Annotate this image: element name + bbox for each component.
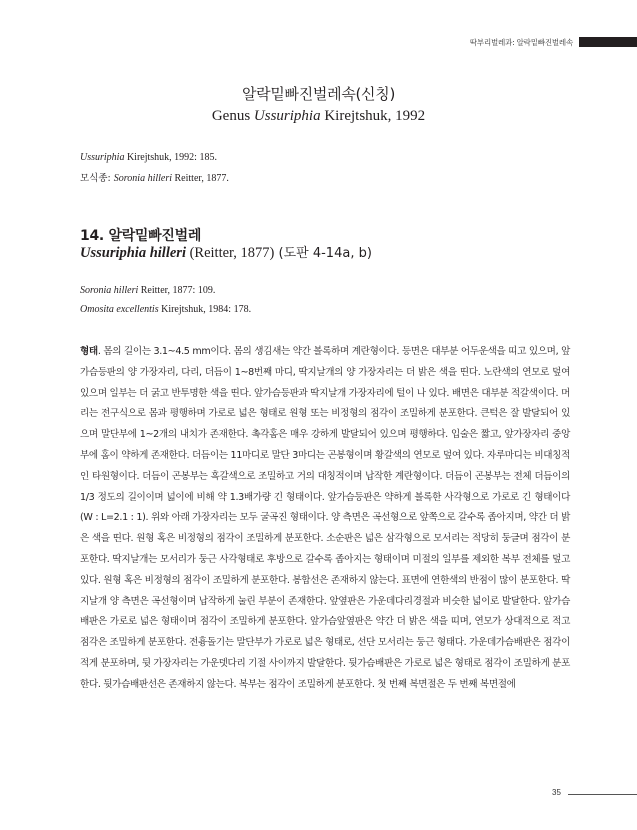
header-bar	[579, 37, 637, 47]
synonym-line	[80, 285, 215, 296]
type-species-name: Soronia hilleri	[113, 173, 173, 184]
genus-ref-citation: Kirejtshuk, 1992: 185.	[124, 152, 217, 163]
description-paragraph	[80, 342, 570, 696]
genus-ref-name: Ussuriphia	[80, 152, 125, 163]
synonym-citation: Kirejtshuk, 1984: 178.	[158, 304, 252, 315]
synonym-citation: Reitter, 1877: 109.	[138, 285, 216, 296]
species-heading-korean: 14. 알락밑빠진벌레	[80, 228, 202, 244]
synonym-name: Soronia hilleri	[80, 285, 139, 296]
genus-reference	[80, 152, 217, 163]
description-text: . 몸의 길이는 3.1~4.5 mm이다. 몸의 생김새는 약간 볼록하며 계란형이다. 등면은 대부분 어두운색을 띠고 있으며, 앞가슴등판의 양 가장자리, 다리, 더듬이 1~8번째 마디, 딱지날개의 양 가장자리는 더 밝은 색을 띤다. 노란색의 연모로 덮여 있으며 일부는 더 굵고 반투명한 색을 띤다. 앞가슴등판과 딱지날개 가장자리에 털이 나 있다. 배면은 대부분 적갈색이다. 머리는 전구식으로 몸과 평행하며 가로로 넓은 형태로 원형 또는 비정형의 점각이 조밀하게 분포한다. 큰턱은 잘 발달되어 있으며 말단부에 1~2개의 내치가 존재한다. 촉각홈은 매우 강하게 발달되어 있으며 평행하다. 입술은 짧고, 앞가장자리 중앙부에 홈이 약하게 존재한다. 더듬이는 11마디로 말단 3마디는 곤봉형이며 황갈색의 연모로 덮여 있다. 자루마디는 비대칭적인 타원형이다. 더듬이 곤봉부는 흑갈색으로 조밀하고 거의 대칭적이며 납작한 계란형이다. 더듬이 곤봉부는 전체 더듬이의 1/3 정도의 길이이며 넓이에 비해 약 1.3배가량 긴 형태이다. 앞가슴등판은 약하게 볼록한 사각형으로 가로로 긴 형태이다(W : L=2.1 : 1). 위와 아래 가장자리는 모두 굴곡진 형태이다. 양 측면은 곡선형으로 앞쪽으로 갈수록 좁아지며, 약간 더 밝은 색을 띤다. 원형 혹은 비정형의 점각이 조밀하게 분포한다. 소순판은 넓은 삼각형으로 모서리는 적당히 둥글며 점각이 분포한다. 딱지날개는 모서리가 둥근 사각형태로 후방으로 갈수록 좁아지는 형태이며 미절의 일부를 제외한 복부 전체를 덮고 있다. 원형 혹은 비정형의 점각이 조밀하게 분포한다. 봉합선은 존재하지 않는다. 표면에 연한색의 반점이 많이 분포한다. 딱지날개 양 측면은 곡선형이며 납작하게 눌린 부분이 존재한다. 앞옆판은 가운데다리경절과 비슷한 넓이로 발달한다. 앞가슴배판은 가로로 넓은 형태이며 점각이 조밀하게 분포한다. 앞가슴앞옆판은 약간 더 밝은 색을 띠며, 연모가 상대적으로 적고 점각은 조밀하게 분포한다. 전흉돌기는 말단부가 가로로 넓은 형태로, 선단 모서리는 둥근 형태다. 가운데가슴배판은 점각이 적게 분포하며, 뒷 가장자리는 가운뎃다리 기절 사이까지 발달한다. 뒷가슴배판은 가로로 넓은 형태로 점각이 조밀하게 분포한다. 뒷가슴배판선은 존재하지 않는다. 복부는 점각이 조밀하게 분포한다. 첫 번째 복면절은 두 번째 복면절에	[80, 346, 570, 690]
type-species-author: Reitter, 1877.	[172, 173, 229, 184]
genus-author: Kirejtshuk, 1992	[320, 108, 426, 124]
genus-prefix: Genus	[211, 108, 254, 124]
genus-name: Ussuriphia	[253, 108, 321, 124]
genus-title-latin	[0, 108, 637, 125]
synonym-line	[80, 304, 251, 315]
description-lead: 형태	[80, 346, 98, 357]
synonym-name: Omosita excellentis	[80, 304, 159, 315]
plate-reference: (도판 4-14a, b)	[274, 246, 372, 261]
species-heading-latin	[80, 242, 372, 262]
page-number: 35	[552, 788, 561, 797]
type-species-label: 모식종:	[80, 173, 114, 184]
footer-rule	[568, 794, 637, 795]
type-species-line	[80, 170, 229, 184]
species-author: (Reitter, 1877)	[185, 245, 275, 261]
running-header	[470, 36, 637, 48]
running-title: 딱부리벌레과: 알락밑빠진벌레속	[469, 37, 573, 47]
species-name: Ussuriphia hilleri	[80, 245, 186, 261]
genus-title-korean: 알락밑빠진벌레속(신칭)	[241, 85, 395, 103]
